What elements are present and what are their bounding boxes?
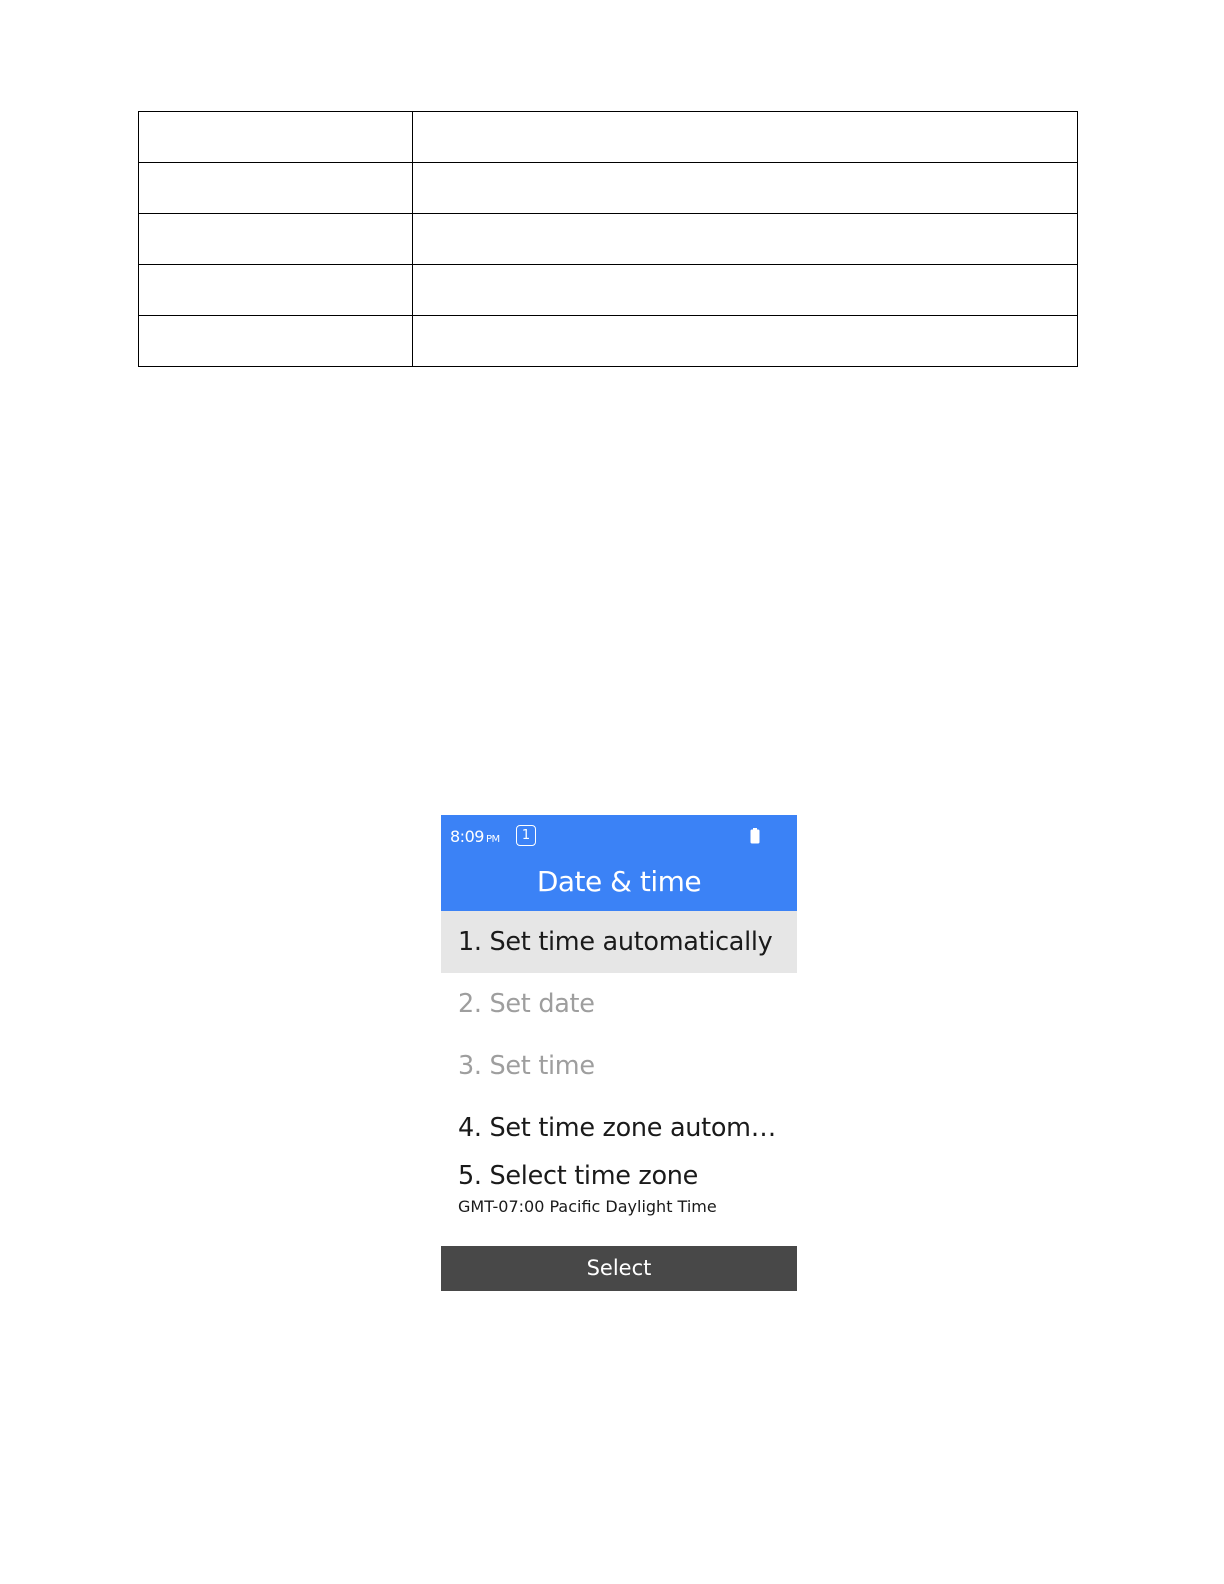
table-cell: [139, 214, 413, 265]
menu-item-set-time-automatically[interactable]: [441, 911, 797, 973]
table-row: [139, 112, 1078, 163]
table-row: [139, 163, 1078, 214]
table-cell: [139, 316, 413, 367]
table-cell: [139, 112, 413, 163]
table-cell: [413, 265, 1078, 316]
page-title: Date & time: [536, 865, 702, 898]
menu-item-select-time-zone[interactable]: [441, 1159, 797, 1242]
app-header: [441, 815, 797, 911]
status-time-value: 8:09: [450, 827, 484, 846]
menu-item-label: 5. Select time zone: [458, 1161, 699, 1191]
phone-screen: [441, 815, 797, 1291]
table-cell: [139, 265, 413, 316]
menu-item-label: 4. Set time zone autom…: [458, 1113, 776, 1143]
status-ampm: PM: [485, 834, 500, 845]
empty-table: [138, 111, 1078, 367]
menu-item-set-time-zone-automatically[interactable]: [441, 1097, 797, 1159]
table-cell: [413, 163, 1078, 214]
status-clock: [450, 827, 500, 846]
settings-menu: [441, 911, 797, 1242]
table-row: [139, 316, 1078, 367]
table-row: [139, 265, 1078, 316]
menu-item-label: 2. Set date: [458, 989, 595, 1019]
table-cell: [139, 163, 413, 214]
menu-item-label: 1. Set time automatically: [458, 927, 773, 957]
menu-item-sublabel: GMT-07:00 Pacific Daylight Time: [458, 1197, 717, 1216]
menu-item-set-time: [441, 1035, 797, 1097]
softkey-label: Select: [586, 1256, 652, 1280]
menu-item-label: 3. Set time: [458, 1051, 595, 1081]
table-cell: [413, 112, 1078, 163]
table-row: [139, 214, 1078, 265]
table-cell: [413, 316, 1078, 367]
sim-slot-icon: 1: [516, 825, 536, 846]
table-cell: [413, 214, 1078, 265]
select-softkey[interactable]: [441, 1246, 797, 1291]
menu-item-set-date: [441, 973, 797, 1035]
battery-icon: [750, 828, 760, 844]
